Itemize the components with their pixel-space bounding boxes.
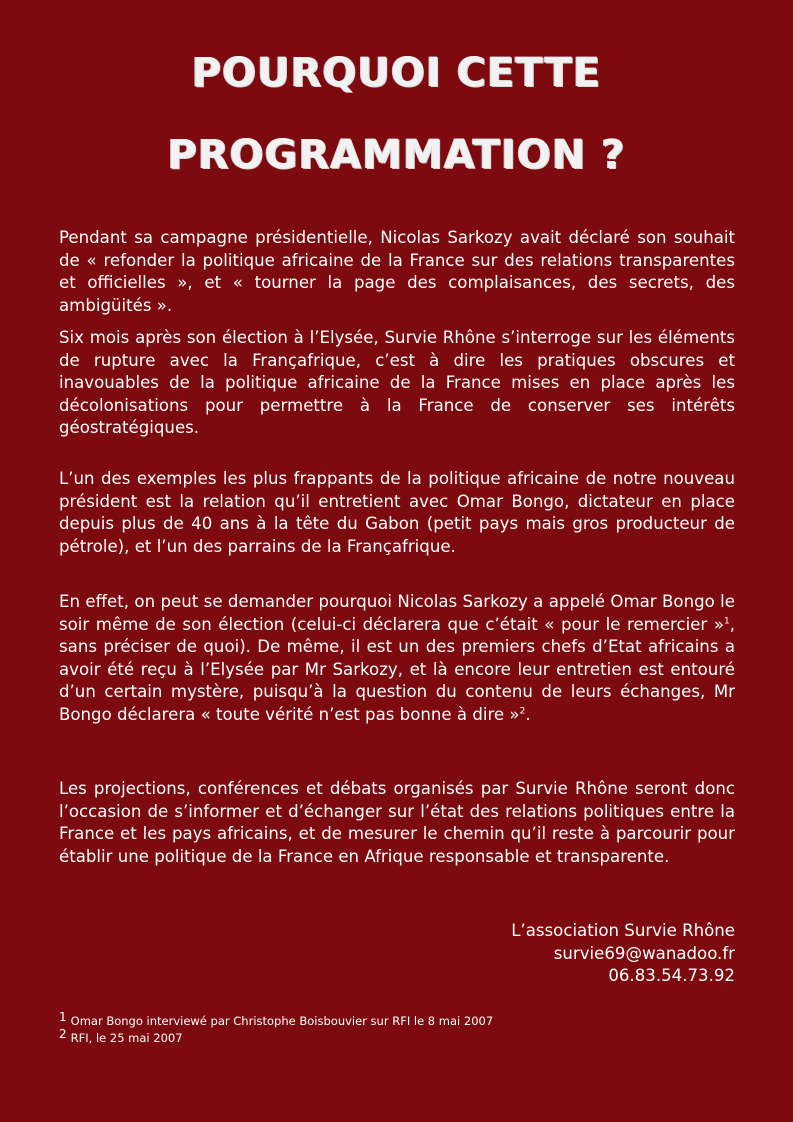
- paragraph-events: [59, 778, 735, 868]
- paragraph-text: [59, 591, 735, 726]
- signature-email: survie69@wanadoo.fr: [553, 943, 735, 963]
- page-title-line-2: PROGRAMMATION ?: [167, 132, 626, 178]
- paragraph-election: [59, 327, 735, 440]
- paragraph-bongo-relation: [59, 468, 735, 558]
- paragraph-text: L’un des exemples les plus frappants de la politique africaine de notre nouveau président est la relation qu’il entretient avec Omar Bongo, dictateur en place depuis plus de 40 ans à la tête du Gabon (petit pays mais gros producteur de pétrole), et l’un des parrains de la Françafrique.: [59, 469, 735, 556]
- signature-org: L’association Survie Rhône: [511, 921, 735, 940]
- page-title-line-1: POURQUOI CETTE: [191, 50, 602, 96]
- signature-block: [511, 920, 735, 988]
- paragraph-bongo-call: [59, 591, 735, 726]
- paragraph-text: Pendant sa campagne présidentielle, Nicolas Sarkozy avait déclaré son souhait de « refonder la politique africaine de la France sur des relations transparentes et officielles », et « tourner la page des complaisances, des secrets, des ambigüités ».: [59, 228, 735, 315]
- footnote-ref-1: 1: [723, 615, 730, 626]
- paragraph-text: Six mois après son élection à l’Elysée, Survie Rhône s’interroge sur les éléments de rupture avec la Françafrique, c’est à dire les pratiques obscures et inavouables de la politique africaine de la France mises en place après les décolonisations pour permettre à la France de conserver ses intérêts géostratégiques.: [59, 328, 735, 437]
- footnote-2: [59, 1027, 493, 1047]
- signature-phone: 06.83.54.73.92: [608, 966, 735, 985]
- footnote-text: RFI, le 25 mai 2007: [70, 1031, 183, 1045]
- footnote-ref-2: 2: [519, 705, 526, 716]
- paragraph-campaign: [59, 227, 735, 317]
- footnote-number: 2: [59, 1027, 67, 1041]
- footnote-1: [59, 1010, 494, 1030]
- paragraph-text-part: , sans préciser de quoi). De même, il est un des premiers chefs d’Etat africains a avoir été reçu à l’Elysée par Mr Sarkozy, et là encore leur entretien est entouré d’un certain mystère, puisqu’à la question du contenu de leurs échanges, Mr Bongo déclarera « toute vérité n’est pas bonne à dire »: [59, 614, 735, 724]
- paragraph-text-part: En effet, on peut se demander pourquoi Nicolas Sarkozy a appelé Omar Bongo le soir même de son élection (celui-ci déclarera que c’était « pour le remercier »: [59, 592, 735, 634]
- footnote-text: Omar Bongo interviewé par Christophe Boisbouvier sur RFI le 8 mai 2007: [70, 1014, 494, 1028]
- paragraph-text: Les projections, conférences et débats organisés par Survie Rhône seront donc l’occasion de s’informer et d’échanger sur l’état des relations politiques entre la France et les pays africains, et de mesurer le chemin qu’il reste à parcourir pour établir une politique de la France en Afrique responsable et transparente.: [59, 779, 735, 866]
- footnotes: [59, 1010, 494, 1047]
- paragraph-text-part: .: [525, 704, 531, 724]
- footnote-number: 1: [59, 1010, 67, 1024]
